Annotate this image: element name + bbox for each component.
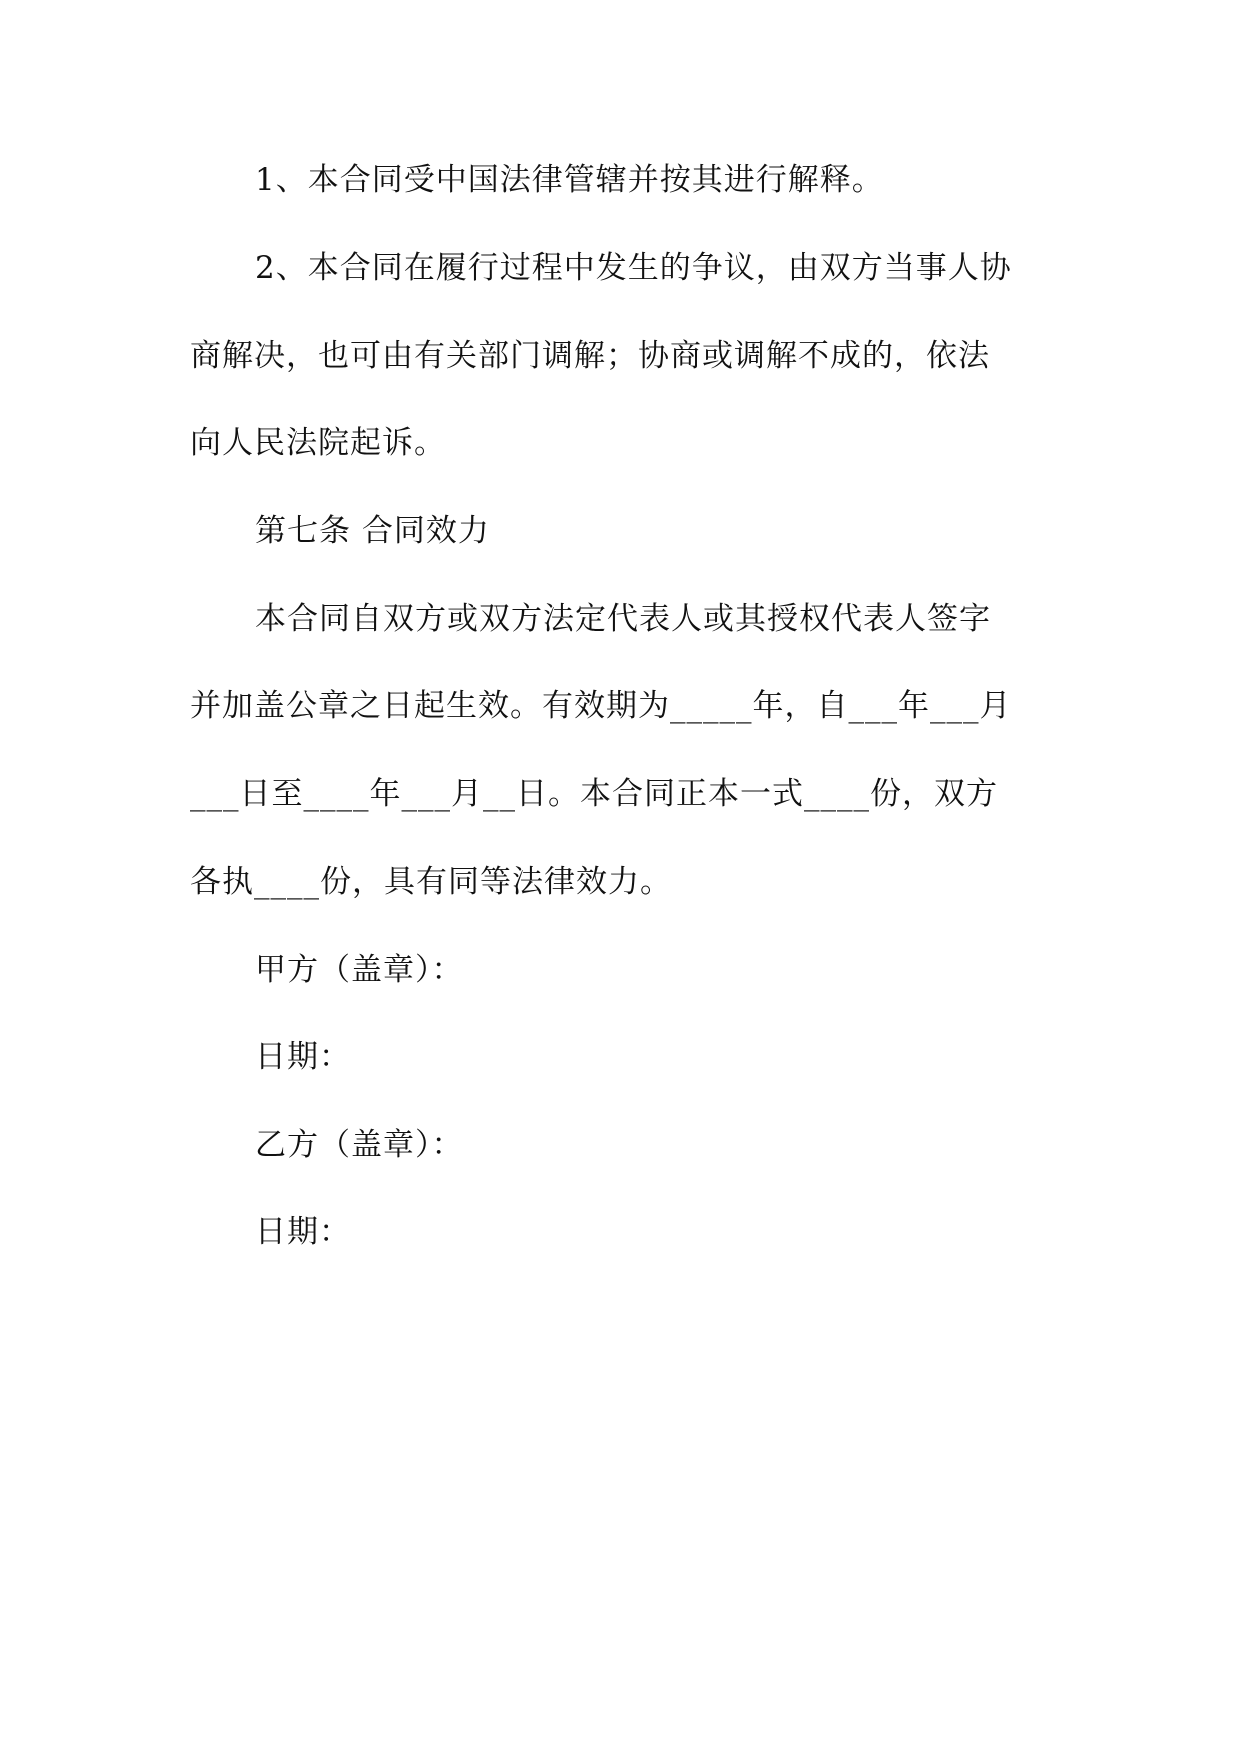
clause-7-body-line-3: ___日至____年___月__日。本合同正本一式____份，双方	[190, 776, 998, 812]
party-a-seal-label: 甲方（盖章）：	[255, 952, 464, 988]
clause-6-item-2-line-1: 2、本合同在履行过程中发生的争议，由双方当事人协	[255, 250, 1012, 286]
clause-7-body-line-1: 本合同自双方或双方法定代表人或其授权代表人签字	[255, 601, 991, 637]
clause-7-body-line-2: 并加盖公章之日起生效。有效期为_____年，自___年___月	[190, 688, 1012, 724]
party-a-date-label: 日期：	[255, 1039, 351, 1075]
clause-6-item-2-line-2: 商解决，也可由有关部门调解；协商或调解不成的，依法	[190, 338, 990, 374]
party-b-date-label: 日期：	[255, 1214, 351, 1250]
clause-6-item-1: 1、本合同受中国法律管辖并按其进行解释。	[255, 162, 884, 198]
clause-7-heading: 第七条 合同效力	[255, 513, 490, 549]
clause-7-body-line-4: 各执____份，具有同等法律效力。	[190, 864, 672, 900]
party-b-seal-label: 乙方（盖章）：	[255, 1127, 464, 1163]
clause-6-item-2-line-3: 向人民法院起诉。	[190, 425, 446, 461]
